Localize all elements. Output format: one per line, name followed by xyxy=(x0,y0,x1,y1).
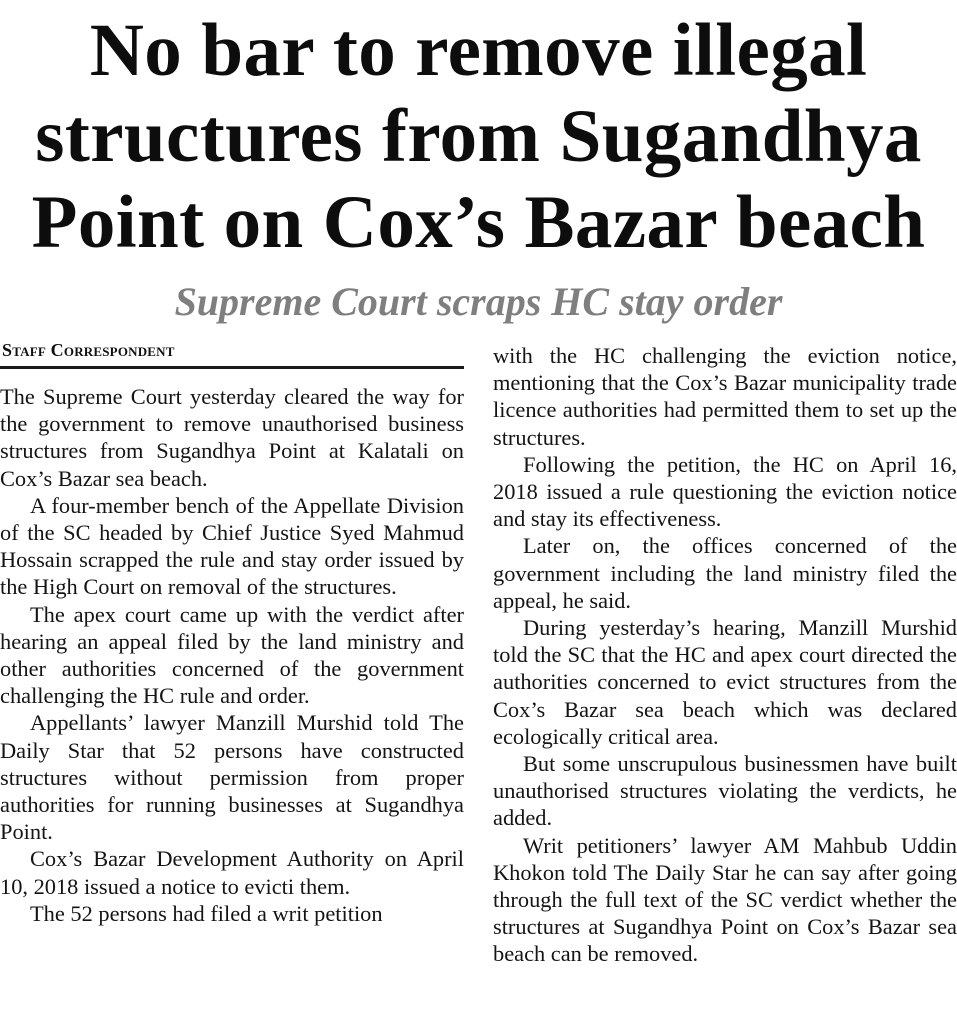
headline-line: structures from Sugandhya xyxy=(35,95,922,178)
paragraph: But some unscrupulous businessmen have built unauthorised structures violating the verdicts, he added. xyxy=(493,751,957,831)
paragraph: Writ petitioners’ lawyer AM Mahbub Uddin Khokon told The Daily Star he can say after going through the full text of the SC verdict whether the structures at Sugandhya Point on Cox’s Bazar sea beach can be removed. xyxy=(493,832,957,967)
headline-line: Point on Cox’s Bazar beach xyxy=(31,181,926,264)
article-column-left xyxy=(0,383,464,927)
byline: Staff Correspondent xyxy=(2,340,175,360)
headline xyxy=(0,8,957,266)
byline-divider xyxy=(0,366,464,369)
paragraph: Cox’s Bazar Development Authority on April 10, 2018 issued a notice to evicti them. xyxy=(0,846,464,899)
paragraph: Following the petition, the HC on April 16, 2018 issued a rule questioning the eviction notice and stay its effectiveness. xyxy=(493,451,957,532)
paragraph: During yesterday’s hearing, Manzill Murshid told the SC that the HC and apex court directed the authorities concerned to evict structures from the Cox’s Bazar sea beach which was declared ecologically critical area. xyxy=(493,615,957,749)
paragraph: Later on, the offices concerned of the government including the land ministry filed the appeal, he said. xyxy=(493,533,957,613)
paragraph: A four-member bench of the Appellate Division of the SC headed by Chief Justice Syed Mahmud Hossain scrapped the rule and stay order issued by the High Court on removal of the structures. xyxy=(0,492,464,600)
headline-line: No bar to remove illegal xyxy=(89,9,868,92)
paragraph: The apex court came up with the verdict after hearing an appeal filed by the land ministry and other authorities concerned of the government challenging the HC rule and order. xyxy=(0,601,464,709)
article-column-right xyxy=(493,342,957,968)
paragraph: Appellants’ lawyer Manzill Murshid told The Daily Star that 52 persons have constructed structures without permission from proper authorities for running businesses at Sugandhya Point. xyxy=(0,710,464,845)
paragraph: The Supreme Court yesterday cleared the way for the government to remove unauthorised business structures from Sugandhya Point at Kalatali on Cox’s Bazar sea beach. xyxy=(0,384,464,491)
paragraph: The 52 persons had filed a writ petition xyxy=(30,900,383,926)
paragraph: with the HC challenging the eviction notice, mentioning that the Cox’s Bazar municipality trade licence authorities had permitted them to set up the structures. xyxy=(493,343,957,450)
subheadline: Supreme Court scraps HC stay order xyxy=(174,279,783,324)
